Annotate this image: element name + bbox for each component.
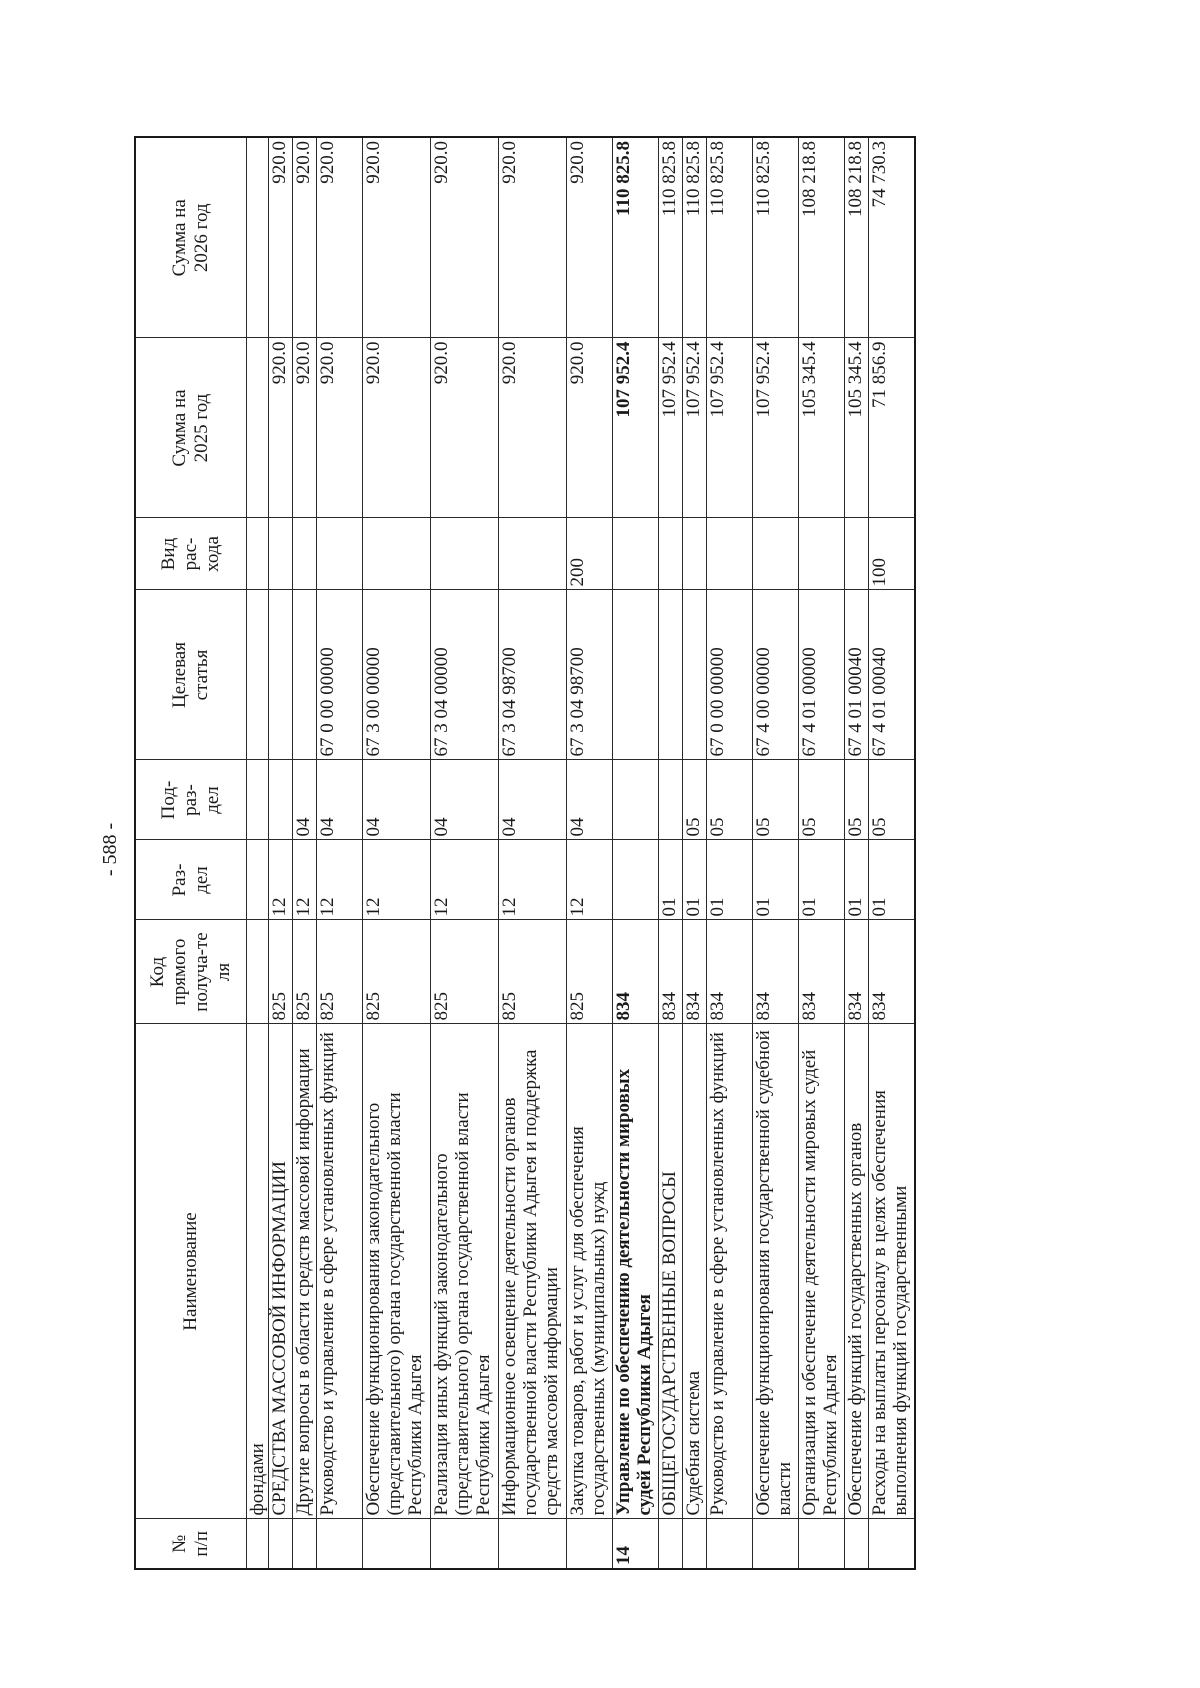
cell-target bbox=[683, 590, 707, 760]
cell-sum2025: 107 952.4 bbox=[683, 338, 707, 518]
cell-podrazdel: 05 bbox=[799, 760, 845, 840]
cell-sum2025: 107 952.4 bbox=[753, 338, 799, 518]
table-row bbox=[659, 137, 683, 1569]
cell-name: Обеспечение функционирования государственной судебной власти bbox=[753, 1024, 799, 1519]
cell-razdel: 12 bbox=[431, 840, 499, 920]
cell-sum2026: 920.0 bbox=[499, 137, 567, 338]
cell-razdel: 01 bbox=[845, 840, 869, 920]
cell-sum2025: 920.0 bbox=[293, 338, 317, 518]
cell-vid: 100 bbox=[869, 518, 915, 590]
cell-num bbox=[845, 1519, 869, 1569]
cell-podrazdel: 05 bbox=[753, 760, 799, 840]
cell-vid bbox=[613, 518, 659, 590]
cell-num bbox=[707, 1519, 753, 1569]
col-header-podrazdel: Под- раз- дел bbox=[135, 760, 247, 840]
table-header-row bbox=[135, 137, 247, 1569]
cell-target bbox=[613, 590, 659, 760]
table-row bbox=[683, 137, 707, 1569]
table-row bbox=[869, 137, 915, 1569]
cell-vid bbox=[753, 518, 799, 590]
cell-code: 825 bbox=[567, 920, 613, 1024]
cell-vid bbox=[431, 518, 499, 590]
cell-target: 67 4 00 00000 bbox=[753, 590, 799, 760]
cell-target bbox=[269, 590, 293, 760]
cell-name: Информационное освещение деятельности органов государственной власти Республики Адыгея и поддержка средств массовой информации bbox=[499, 1024, 567, 1519]
cell-sum2025: 105 345.4 bbox=[799, 338, 845, 518]
cell-vid bbox=[707, 518, 753, 590]
cell-code: 825 bbox=[499, 920, 567, 1024]
cell-sum2026: 108 218.8 bbox=[799, 137, 845, 338]
col-header-sum2025: Сумма на 2025 год bbox=[135, 338, 247, 518]
cell-num bbox=[683, 1519, 707, 1569]
cell-razdel: 01 bbox=[869, 840, 915, 920]
cell-code: 834 bbox=[845, 920, 869, 1024]
cell-podrazdel: 04 bbox=[567, 760, 613, 840]
cell-razdel: 01 bbox=[799, 840, 845, 920]
cell-code: 825 bbox=[317, 920, 363, 1024]
cell-razdel: 12 bbox=[269, 840, 293, 920]
cell-code: 834 bbox=[799, 920, 845, 1024]
cell-target bbox=[659, 590, 683, 760]
budget-table-sheet bbox=[134, 138, 1064, 1570]
cell-num bbox=[317, 1519, 363, 1569]
cell-code: 825 bbox=[269, 920, 293, 1024]
page-number: - 588 - bbox=[99, 822, 122, 877]
cell-razdel: 12 bbox=[293, 840, 317, 920]
cell-code: 825 bbox=[293, 920, 317, 1024]
cell-code: 834 bbox=[683, 920, 707, 1024]
cell-target: 67 4 01 00000 bbox=[799, 590, 845, 760]
cell-sum2025: 920.0 bbox=[567, 338, 613, 518]
col-header-sum2026: Сумма на 2026 год bbox=[135, 137, 247, 338]
cell-sum2025: 105 345.4 bbox=[845, 338, 869, 518]
cell-target: 67 3 04 98700 bbox=[499, 590, 567, 760]
cell-sum2026: 920.0 bbox=[293, 137, 317, 338]
table-body bbox=[247, 137, 915, 1569]
cell-razdel bbox=[247, 840, 269, 920]
cell-num bbox=[363, 1519, 431, 1569]
cell-sum2025: 107 952.4 bbox=[613, 338, 659, 518]
cell-sum2026: 920.0 bbox=[363, 137, 431, 338]
cell-name: Управление по обеспечению деятельности мировых судей Республики Адыгея bbox=[613, 1024, 659, 1519]
cell-vid bbox=[317, 518, 363, 590]
table-row bbox=[269, 137, 293, 1569]
cell-sum2025: 107 952.4 bbox=[707, 338, 753, 518]
cell-target: 67 4 01 00040 bbox=[869, 590, 915, 760]
cell-vid bbox=[799, 518, 845, 590]
cell-razdel: 01 bbox=[753, 840, 799, 920]
cell-name: Организация и обеспечение деятельности мировых судей Республики Адыгея bbox=[799, 1024, 845, 1519]
cell-sum2026 bbox=[247, 137, 269, 338]
cell-sum2025: 920.0 bbox=[363, 338, 431, 518]
cell-name: Руководство и управление в сфере установленных функций bbox=[707, 1024, 753, 1519]
cell-razdel: 01 bbox=[683, 840, 707, 920]
cell-razdel: 12 bbox=[499, 840, 567, 920]
table-row bbox=[431, 137, 499, 1569]
table-row bbox=[613, 137, 659, 1569]
cell-razdel: 01 bbox=[659, 840, 683, 920]
cell-podrazdel: 04 bbox=[363, 760, 431, 840]
cell-code: 825 bbox=[431, 920, 499, 1024]
table-row bbox=[845, 137, 869, 1569]
cell-name: Расходы на выплаты персоналу в целях обеспечения выполнения функций государственными bbox=[869, 1024, 915, 1519]
cell-code: 834 bbox=[869, 920, 915, 1024]
cell-podrazdel: 04 bbox=[499, 760, 567, 840]
cell-num bbox=[753, 1519, 799, 1569]
cell-target: 67 0 00 00000 bbox=[707, 590, 753, 760]
cell-num bbox=[293, 1519, 317, 1569]
cell-sum2026: 74 730.3 bbox=[869, 137, 915, 338]
cell-sum2025 bbox=[247, 338, 269, 518]
cell-sum2026: 110 825.8 bbox=[659, 137, 683, 338]
cell-vid bbox=[363, 518, 431, 590]
table-row bbox=[753, 137, 799, 1569]
cell-num: 14 bbox=[613, 1519, 659, 1569]
cell-sum2026: 920.0 bbox=[317, 137, 363, 338]
cell-code: 825 bbox=[363, 920, 431, 1024]
cell-code: 834 bbox=[659, 920, 683, 1024]
table-row bbox=[499, 137, 567, 1569]
cell-name: фондами bbox=[247, 1024, 269, 1519]
cell-target: 67 3 04 98700 bbox=[567, 590, 613, 760]
cell-sum2026: 110 825.8 bbox=[707, 137, 753, 338]
budget-table bbox=[134, 136, 916, 1570]
cell-podrazdel: 04 bbox=[293, 760, 317, 840]
cell-name: Руководство и управление в сфере установленных функций bbox=[317, 1024, 363, 1519]
cell-vid bbox=[683, 518, 707, 590]
cell-razdel: 01 bbox=[707, 840, 753, 920]
cell-vid: 200 bbox=[567, 518, 613, 590]
table-row bbox=[707, 137, 753, 1569]
cell-sum2025: 920.0 bbox=[499, 338, 567, 518]
cell-podrazdel bbox=[659, 760, 683, 840]
cell-name: СРЕДСТВА МАССОВОЙ ИНФОРМАЦИИ bbox=[269, 1024, 293, 1519]
cell-sum2025: 920.0 bbox=[269, 338, 293, 518]
cell-sum2026: 920.0 bbox=[567, 137, 613, 338]
cell-sum2026: 110 825.8 bbox=[753, 137, 799, 338]
cell-code: 834 bbox=[613, 920, 659, 1024]
cell-razdel: 12 bbox=[363, 840, 431, 920]
cell-target: 67 3 00 00000 bbox=[363, 590, 431, 760]
cell-name: Судебная система bbox=[683, 1024, 707, 1519]
cell-name: Обеспечение функционирования законодательного (представительного) органа государственной власти Республики Адыгея bbox=[363, 1024, 431, 1519]
cell-sum2025: 920.0 bbox=[431, 338, 499, 518]
cell-sum2026: 920.0 bbox=[431, 137, 499, 338]
cell-sum2025: 107 952.4 bbox=[659, 338, 683, 518]
table-row bbox=[247, 137, 269, 1569]
cell-target bbox=[247, 590, 269, 760]
cell-vid bbox=[845, 518, 869, 590]
cell-num bbox=[659, 1519, 683, 1569]
cell-razdel: 12 bbox=[567, 840, 613, 920]
cell-name: Другие вопросы в области средств массовой информации bbox=[293, 1024, 317, 1519]
cell-name: Реализация иных функций законодательного (представительного) органа государственной власти Республики Адыгея bbox=[431, 1024, 499, 1519]
cell-podrazdel: 04 bbox=[431, 760, 499, 840]
cell-num bbox=[269, 1519, 293, 1569]
cell-num bbox=[431, 1519, 499, 1569]
cell-num bbox=[799, 1519, 845, 1569]
cell-num bbox=[869, 1519, 915, 1569]
cell-target: 67 0 00 00000 bbox=[317, 590, 363, 760]
col-header-vid: Вид рас- хода bbox=[135, 518, 247, 590]
cell-podrazdel: 05 bbox=[869, 760, 915, 840]
cell-podrazdel bbox=[613, 760, 659, 840]
cell-sum2026: 110 825.8 bbox=[613, 137, 659, 338]
cell-podrazdel bbox=[269, 760, 293, 840]
cell-podrazdel: 05 bbox=[707, 760, 753, 840]
cell-sum2026: 108 218.8 bbox=[845, 137, 869, 338]
col-header-razdel: Раз- дел bbox=[135, 840, 247, 920]
cell-vid bbox=[499, 518, 567, 590]
table-row bbox=[317, 137, 363, 1569]
col-header-num: № п/п bbox=[135, 1519, 247, 1569]
cell-target bbox=[293, 590, 317, 760]
cell-sum2025: 71 856.9 bbox=[869, 338, 915, 518]
cell-name: Обеспечение функций государственных органов bbox=[845, 1024, 869, 1519]
col-header-code: Код прямого получа-те ля bbox=[135, 920, 247, 1024]
cell-name: Закупка товаров, работ и услуг для обеспечения государственных (муниципальных) нужд bbox=[567, 1024, 613, 1519]
cell-podrazdel bbox=[247, 760, 269, 840]
cell-vid bbox=[659, 518, 683, 590]
cell-code: 834 bbox=[753, 920, 799, 1024]
table-row bbox=[363, 137, 431, 1569]
cell-num bbox=[247, 1519, 269, 1569]
table-row bbox=[567, 137, 613, 1569]
cell-num bbox=[567, 1519, 613, 1569]
cell-code: 834 bbox=[707, 920, 753, 1024]
cell-vid bbox=[293, 518, 317, 590]
cell-razdel bbox=[613, 840, 659, 920]
cell-podrazdel: 05 bbox=[683, 760, 707, 840]
cell-podrazdel: 04 bbox=[317, 760, 363, 840]
cell-vid bbox=[247, 518, 269, 590]
cell-num bbox=[499, 1519, 567, 1569]
cell-sum2026: 110 825.8 bbox=[683, 137, 707, 338]
cell-target: 67 4 01 00040 bbox=[845, 590, 869, 760]
cell-code bbox=[247, 920, 269, 1024]
cell-sum2025: 920.0 bbox=[317, 338, 363, 518]
cell-sum2026: 920.0 bbox=[269, 137, 293, 338]
cell-podrazdel: 05 bbox=[845, 760, 869, 840]
table-row bbox=[799, 137, 845, 1569]
cell-target: 67 3 04 00000 bbox=[431, 590, 499, 760]
cell-razdel: 12 bbox=[317, 840, 363, 920]
table-row bbox=[293, 137, 317, 1569]
cell-name: ОБЩЕГОСУДАРСТВЕННЫЕ ВОПРОСЫ bbox=[659, 1024, 683, 1519]
col-header-target: Целевая статья bbox=[135, 590, 247, 760]
cell-vid bbox=[269, 518, 293, 590]
col-header-name: Наименование bbox=[135, 1024, 247, 1519]
